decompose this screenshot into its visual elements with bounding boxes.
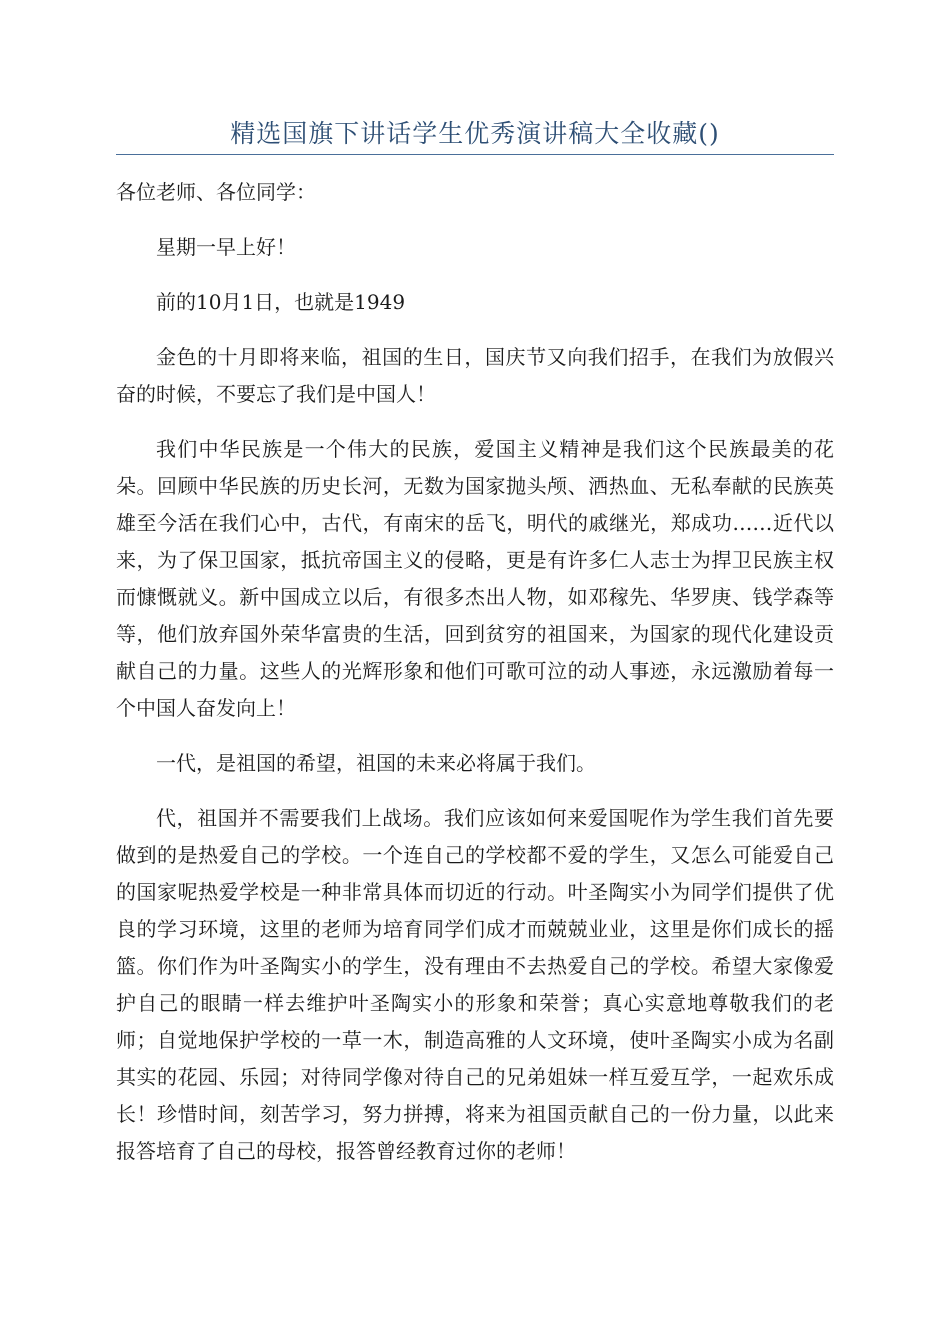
greeting-paragraph: 星期一早上好！: [156, 235, 296, 259]
hope-paragraph: 一代，是祖国的希望，祖国的未来必将属于我们。: [156, 751, 596, 775]
intro-paragraph: 金色的十月即将来临，祖国的生日，国庆节又向我们招手，在我们为放假兴奋的时候，不要忘了我们是中国人！: [116, 345, 834, 406]
document-body: [116, 174, 834, 1170]
school-paragraph: 代，祖国并不需要我们上战场。我们应该如何来爱国呢作为学生我们首先要做到的是热爱自己的学校。一个连自己的学校都不爱的学生，又怎么可能爱自己的国家呢热爱学校是一种非常具体而切近的行动。叶圣陶实小为同学们提供了优良的学习环境，这里的老师为培育同学们成才而兢兢业业，这里是你们成长的摇篮。你们作为叶圣陶实小的学生，没有理由不去热爱自己的学校。希望大家像爱护自己的眼睛一样去维护叶圣陶实小的形象和荣誉；真心实意地尊敬我们的老师；自觉地保护学校的一草一木，制造高雅的人文环境，使叶圣陶实小成为名副其实的花园、乐园；对待同学像对待自己的兄弟姐妹一样互爱互学，一起欢乐成长！珍惜时间，刻苦学习，努力拼搏，将来为祖国贡献自己的一份力量，以此来报答培育了自己的母校，报答曾经教育过你的老师！: [116, 806, 834, 1163]
history-paragraph: 我们中华民族是一个伟大的民族，爱国主义精神是我们这个民族最美的花朵。回顾中华民族的历史长河，无数为国家抛头颅、洒热血、无私奉献的民族英雄至今活在我们心中，古代，有南宋的岳飞，明代的戚继光，郑成功……近代以来，为了保卫国家，抵抗帝国主义的侵略，更是有许多仁人志士为捍卫民族主权而慷慨就义。新中国成立以后，有很多杰出人物，如邓稼先、华罗庚、钱学森等等，他们放弃国外荣华富贵的生活，回到贫穷的祖国来，为国家的现代化建设贡献自己的力量。这些人的光辉形象和他们可歌可泣的动人事迹，永远激励着每一个中国人奋发向上！: [116, 437, 834, 720]
date-paragraph: 前的10月1日，也就是1949: [156, 290, 406, 314]
salutation: 各位老师、各位同学：: [116, 180, 316, 204]
document-title: 精选国旗下讲话学生优秀演讲稿大全收藏(): [230, 119, 720, 148]
title-underline: [116, 154, 834, 155]
